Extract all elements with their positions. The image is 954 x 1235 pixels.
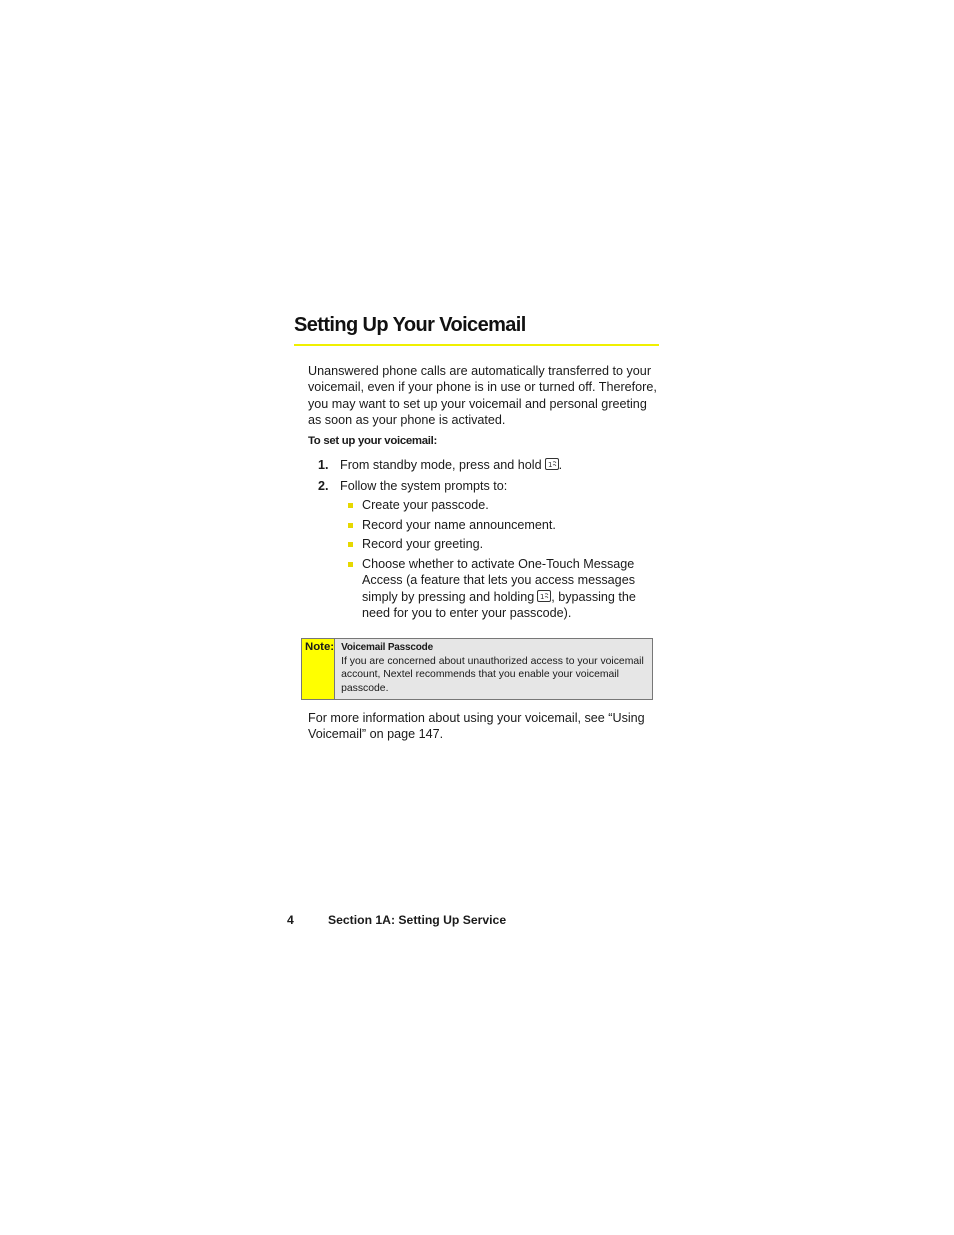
bullet-square-icon <box>348 523 353 528</box>
step-text: From standby mode, press and hold <box>340 458 542 472</box>
voicemail-key-icon <box>537 590 551 602</box>
note-content <box>335 639 652 699</box>
step-text-end: . <box>558 458 563 472</box>
bullet-square-icon <box>348 562 353 567</box>
note-text: If you are concerned about unauthorized access to your voicemail account, Nextel recommends that you enable your voicemail passcode. <box>341 655 644 694</box>
step-text: Follow the system prompts to: <box>340 479 508 493</box>
voicemail-key-icon <box>545 458 559 470</box>
svg-text:1: 1 <box>547 461 553 469</box>
bullet-square-icon <box>348 503 353 508</box>
step-number: 2. <box>318 479 329 493</box>
page-title: Setting Up Your Voicemail <box>294 314 659 346</box>
intro-paragraph: Unanswered phone calls are automatically transferred to your voicemail, even if your phone is in use or turned off. Therefore, you may want to set up your voicemail and personal greeting as soon as your phone is activated. <box>308 364 657 427</box>
note-box <box>301 638 653 700</box>
svg-text:1: 1 <box>540 592 545 601</box>
note-title: Voicemail Passcode <box>341 642 433 653</box>
section-footer: Section 1A: Setting Up Service <box>328 913 507 927</box>
note-label: Note: <box>302 639 335 699</box>
more-info-paragraph: For more information about using your voicemail, see “Using Voicemail” on page 147. <box>308 711 645 742</box>
procedure-subhead: To set up your voicemail: <box>308 435 438 447</box>
step-number: 1. <box>318 458 329 472</box>
page-number: 4 <box>287 913 294 927</box>
bullet-square-icon <box>348 542 353 547</box>
